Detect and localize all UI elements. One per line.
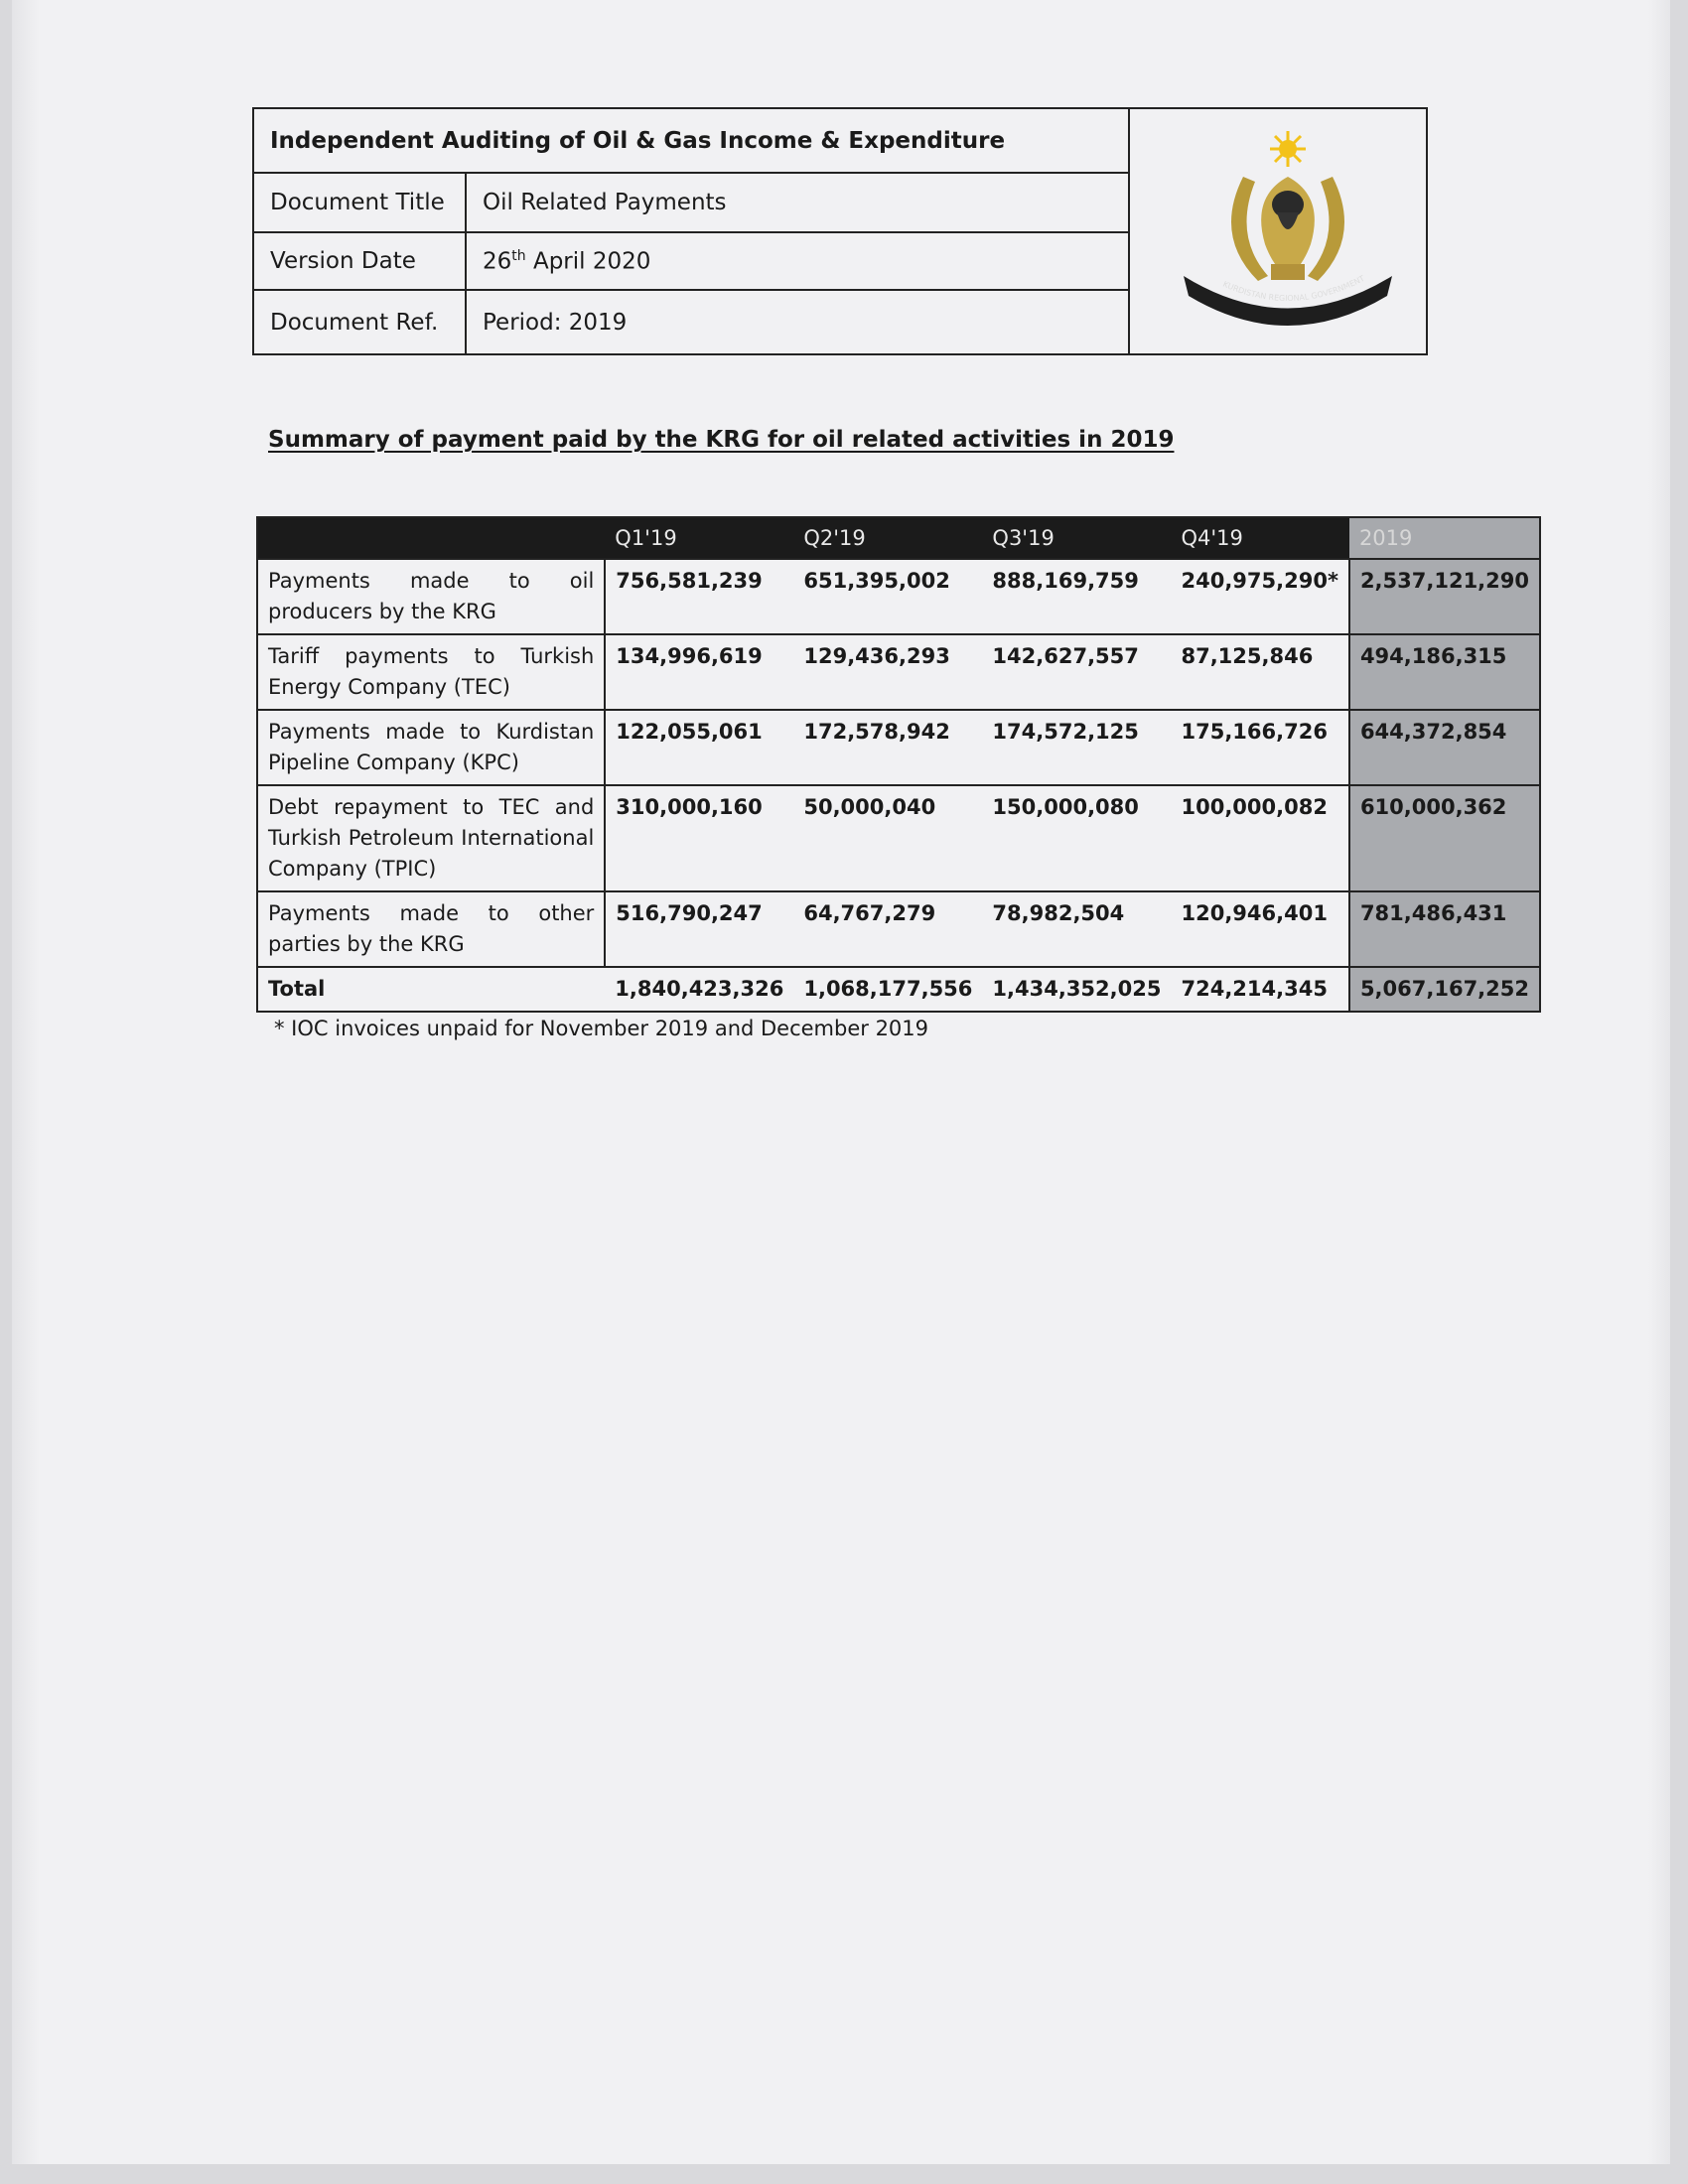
cell-total: 781,486,431	[1349, 891, 1540, 967]
header-title: Independent Auditing of Oil & Gas Income & Expenditure	[254, 109, 1129, 173]
emblem-ribbon-text: KURDISTAN REGIONAL GOVERNMENT	[1221, 273, 1366, 304]
table-row	[257, 559, 1540, 634]
header-table	[254, 109, 1130, 353]
krg-emblem-icon	[1174, 127, 1402, 336]
cell-q3: 150,000,080	[982, 785, 1171, 891]
version-date-suffix: th	[511, 247, 526, 264]
table-row	[257, 710, 1540, 785]
version-date-rest: April 2020	[525, 248, 651, 275]
cell-q1: 122,055,061	[605, 710, 793, 785]
column-header-q2: Q2'19	[793, 517, 982, 559]
cell-q1: 310,000,160	[605, 785, 793, 891]
cell-q3: 888,169,759	[982, 559, 1171, 634]
cell-q2: 172,578,942	[793, 710, 982, 785]
document-header	[252, 107, 1428, 355]
footnote: * IOC invoices unpaid for November 2019 and December 2019	[274, 1017, 929, 1040]
document-title-label: Document Title	[254, 173, 466, 232]
table-header-row	[257, 517, 1540, 559]
column-header-q1: Q1'19	[605, 517, 793, 559]
cell-q1: 516,790,247	[605, 891, 793, 967]
row-label: Tariff payments to Turkish Energy Company (TEC)	[257, 634, 605, 710]
total-label: Total	[257, 967, 605, 1012]
cell-q2: 129,436,293	[793, 634, 982, 710]
cell-total: 644,372,854	[1349, 710, 1540, 785]
row-label: Debt repayment to TEC and Turkish Petroleum International Company (TPIC)	[257, 785, 605, 891]
krg-emblem	[1148, 109, 1428, 353]
cell-q4: 175,166,726	[1171, 710, 1348, 785]
cell-q2: 651,395,002	[793, 559, 982, 634]
version-date-label: Version Date	[254, 232, 466, 290]
column-header-q3: Q3'19	[982, 517, 1171, 559]
row-label: Payments made to oil producers by the KRG	[257, 559, 605, 634]
cell-q2: 64,767,279	[793, 891, 982, 967]
cell-total: 494,186,315	[1349, 634, 1540, 710]
cell-q4: 240,975,290*	[1171, 559, 1348, 634]
cell-q1: 134,996,619	[605, 634, 793, 710]
total-year: 5,067,167,252	[1349, 967, 1540, 1012]
version-date-value	[466, 232, 1129, 290]
document-ref-label: Document Ref.	[254, 290, 466, 353]
cell-q1: 756,581,239	[605, 559, 793, 634]
version-date-day: 26	[483, 248, 512, 275]
cell-q3: 142,627,557	[982, 634, 1171, 710]
column-header-q4: Q4'19	[1171, 517, 1348, 559]
total-q2: 1,068,177,556	[793, 967, 982, 1012]
cell-total: 2,537,121,290	[1349, 559, 1540, 634]
column-header-year: 2019	[1349, 517, 1540, 559]
page-edge-right	[1648, 0, 1670, 2164]
cell-q4: 120,946,401	[1171, 891, 1348, 967]
page-edge-left	[12, 0, 40, 2164]
document-title-value: Oil Related Payments	[466, 173, 1129, 232]
payments-table	[256, 516, 1541, 1013]
total-q4: 724,214,345	[1171, 967, 1348, 1012]
cell-q4: 87,125,846	[1171, 634, 1348, 710]
document-ref-value: Period: 2019	[483, 309, 628, 336]
total-q3: 1,434,352,025	[982, 967, 1171, 1012]
cell-q4: 100,000,082	[1171, 785, 1348, 891]
cell-q3: 174,572,125	[982, 710, 1171, 785]
table-row	[257, 634, 1540, 710]
column-header-label	[257, 517, 605, 559]
total-q1: 1,840,423,326	[605, 967, 793, 1012]
summary-title: Summary of payment paid by the KRG for oil related activities in 2019	[268, 427, 1175, 453]
table-row	[257, 891, 1540, 967]
total-row	[257, 967, 1540, 1012]
cell-q3: 78,982,504	[982, 891, 1171, 967]
cell-total: 610,000,362	[1349, 785, 1540, 891]
row-label: Payments made to Kurdistan Pipeline Company (KPC)	[257, 710, 605, 785]
table-row	[257, 785, 1540, 891]
row-label: Payments made to other parties by the KRG	[257, 891, 605, 967]
cell-q2: 50,000,040	[793, 785, 982, 891]
